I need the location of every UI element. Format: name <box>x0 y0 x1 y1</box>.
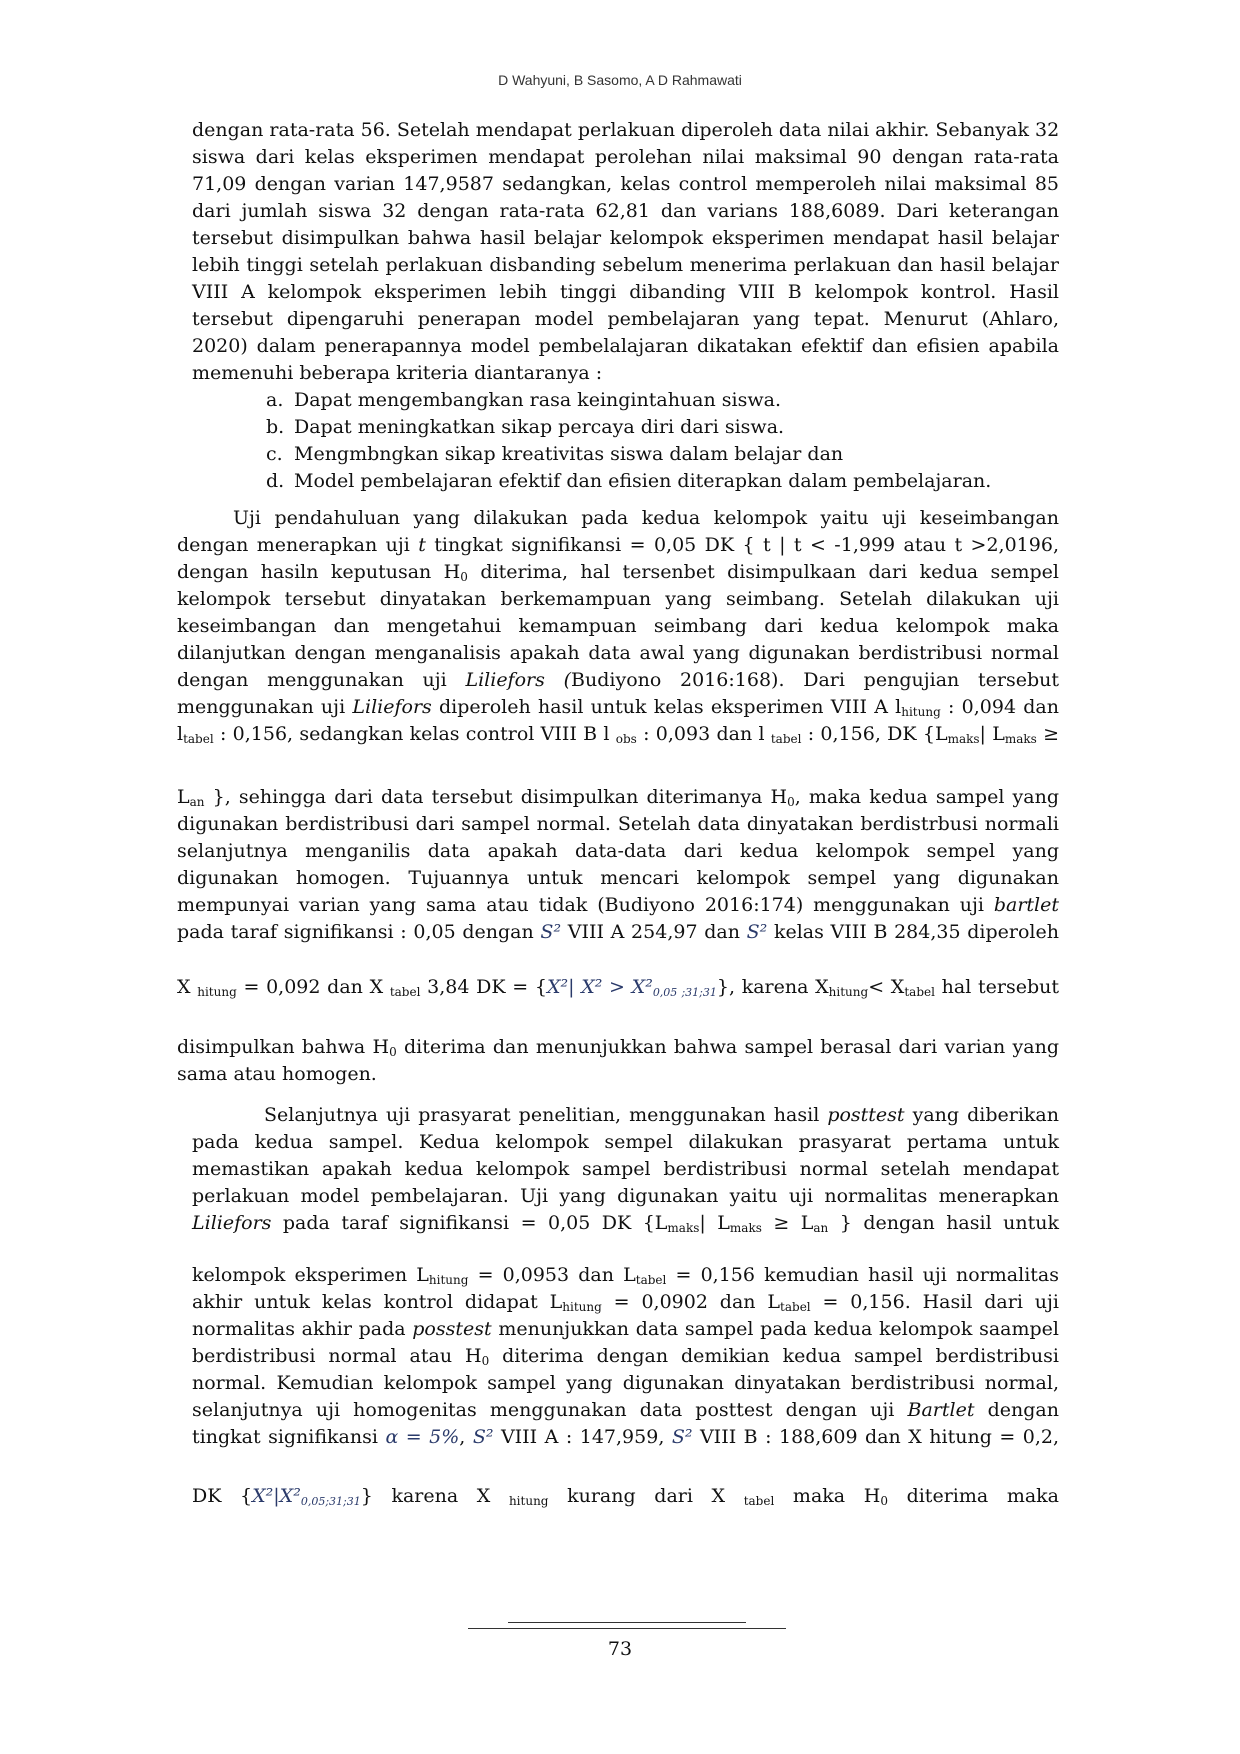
text-line <box>177 1034 1059 1061</box>
text-line: siswa dari kelas eksperimen mendapat perolehan nilai maksimal 90 dengan rata-rata <box>192 146 1059 168</box>
text-line: keseimbangan dan mengetahui kemampuan seimbang dari kedua kelompok maka <box>177 615 1059 637</box>
paragraph-results <box>192 117 1059 387</box>
text-line: 2020) dalam penerapannya model pembelalajaran dikatakan efektif dan efisien apabila <box>192 335 1059 357</box>
text-line: kelompok tersebut dinyatakan berkemampuan yang seimbang. Setelah dilakukan uji <box>177 588 1059 610</box>
text-line: sama atau homogen. <box>177 1063 377 1085</box>
text-line <box>192 1289 1059 1316</box>
italic-term: posttest <box>827 1104 905 1126</box>
text-span: VIII A : 147,959, <box>493 1426 672 1448</box>
text-span: X <box>177 976 198 998</box>
text-line <box>177 505 1059 532</box>
page-number: 73 <box>607 1638 633 1660</box>
text-span: dengan menggunakan uji <box>177 669 466 691</box>
subscript: tabel <box>389 985 421 999</box>
math-variance-symbol: S² <box>472 1426 494 1448</box>
italic-term: Liliefors ( <box>465 669 572 691</box>
subscript: hitung <box>562 1300 602 1314</box>
text-line <box>192 1316 1059 1343</box>
list-item-text: Model pembelajaran efektif dan efisien diterapkan dalam pembelajaran. <box>294 470 992 492</box>
subscript: an <box>189 795 205 809</box>
subscript: 0 <box>787 795 795 809</box>
footer-divider <box>508 1622 746 1623</box>
text-span: , <box>459 1426 473 1448</box>
text-span: l <box>177 723 184 745</box>
text-span: , maka kedua sampel yang <box>794 786 1059 808</box>
subscript: hitung <box>508 1494 549 1508</box>
text-span: : 0,156, sedangkan kelas control VIII B l <box>213 723 616 745</box>
text-line <box>177 694 1059 721</box>
text-line <box>192 1483 1059 1510</box>
text-span: diterima dan menunjukkan bahwa sampel berasal dari varian yang <box>396 1036 1059 1058</box>
subscript: hitung <box>197 985 237 999</box>
subscript: obs <box>615 732 637 746</box>
text-span: tingkat signifikansi = 0,05 DK { t | t < -1,999 atau t >2,0196, <box>425 534 1059 556</box>
text-span: dengan menerapkan uji <box>177 534 419 556</box>
subscript: maks <box>1004 732 1037 746</box>
list-item <box>266 468 991 495</box>
text-span: L <box>177 786 190 808</box>
text-line <box>192 1210 1059 1237</box>
list-item-text: Dapat meningkatkan sikap percaya diri dari siswa. <box>294 416 785 438</box>
text-span: } dengan hasil untuk <box>828 1212 1060 1234</box>
footer-divider <box>468 1628 786 1629</box>
subscript: tabel <box>183 732 214 746</box>
text-line <box>177 974 1059 1001</box>
subscript: 0,05 ;31;31 <box>652 986 717 999</box>
text-span: selanjutnya uji homogenitas menggunakan data posttest dengan uji <box>192 1399 908 1421</box>
paragraph-homogeneity <box>177 784 1059 946</box>
subscript: maks <box>729 1221 762 1235</box>
text-span: mempunyai varian yang sama atau tidak (Budiyono 2016:174) menggunakan uji <box>177 894 994 916</box>
math-alpha: α = 5% <box>385 1426 460 1448</box>
paragraph-conclusion <box>177 1034 1059 1088</box>
text-span: = 0,0902 dan L <box>601 1291 781 1313</box>
paragraph-dk-line <box>192 1483 1059 1510</box>
text-span: VIII A 254,97 dan <box>561 921 747 943</box>
list-marker: b. <box>266 416 285 438</box>
paragraph-normality-results <box>192 1262 1059 1451</box>
math-variance-symbol: S² <box>540 921 562 943</box>
subscript: tabel <box>635 1273 667 1287</box>
text-span: kelompok eksperimen L <box>192 1264 429 1286</box>
italic-term: posstest <box>412 1318 492 1340</box>
text-line: VIII A kelompok eksperimen lebih tinggi dibanding VIII B kelompok kontrol. Hasil <box>192 281 1059 303</box>
text-line <box>192 1424 1059 1451</box>
list-marker: a. <box>266 389 284 411</box>
text-span: Budiyono 2016:168). Dari pengujian tersebut <box>571 669 1059 691</box>
math-chi-square: X²|X² <box>252 1485 301 1507</box>
text-span: }, karena X <box>716 976 829 998</box>
text-line <box>177 784 1059 811</box>
text-span: 3,84 DK = { <box>420 976 547 998</box>
list-marker: d. <box>266 470 285 492</box>
text-span: normalitas akhir pada <box>192 1318 413 1340</box>
text-line: 71,09 dengan varian 147,9587 sedangkan, kelas control memperoleh nilai maksimal 85 <box>192 173 1059 195</box>
subscript: tabel <box>904 985 935 999</box>
text-span: < X <box>868 976 905 998</box>
text-span: pada taraf signifikansi = 0,05 DK {L <box>271 1212 668 1234</box>
text-span: tingkat signifikansi <box>192 1426 386 1448</box>
text-line <box>177 892 1059 919</box>
text-line: selanjutnya menganilis data apakah data-data dari kedua kelompok sempel yang <box>177 840 1059 862</box>
subscript: tabel <box>780 1300 811 1314</box>
list-item-text: Dapat mengembangkan rasa keingintahuan siswa. <box>294 389 781 411</box>
text-line: perlakuan model pembelajaran. Uji yang digunakan yaitu uji normalitas menerapkan <box>192 1185 1059 1207</box>
text-span: diterima maka <box>887 1485 1059 1507</box>
text-span: diperoleh hasil untuk kelas eksperimen VIII A l <box>431 696 902 718</box>
text-span: ≥ L <box>761 1212 814 1234</box>
subscript: 0 <box>481 1354 490 1368</box>
paragraph-prerequisite <box>192 1102 1059 1237</box>
text-span: : 0,156, DK {L <box>801 723 948 745</box>
text-span: } karena X <box>360 1485 509 1507</box>
text-span: VIII B : 188,609 dan X hitung = 0,2, <box>692 1426 1059 1448</box>
text-span: : 0,094 dan <box>940 696 1059 718</box>
subscript: 0 <box>460 570 468 584</box>
text-span: menunjukkan data sampel pada kedua kelompok saampel <box>491 1318 1059 1340</box>
text-span: pada taraf signifikansi : 0,05 dengan <box>177 921 541 943</box>
text-span: Uji pendahuluan yang dilakukan pada kedua kelompok yaitu uji keseimbangan <box>233 507 1059 529</box>
text-span: = 0,092 dan X <box>236 976 390 998</box>
subscript: hitung <box>428 1273 469 1287</box>
math-variance-symbol: S² <box>671 1426 693 1448</box>
subscript: tabel <box>743 1494 775 1508</box>
running-header: D Wahyuni, B Sasomo, A D Rahmawati <box>498 72 742 88</box>
italic-term: Bartlet <box>907 1399 975 1421</box>
list-item <box>266 441 991 468</box>
text-span: = 0,156. Hasil dari uji <box>810 1291 1059 1313</box>
text-span: maka H <box>774 1485 881 1507</box>
list-item <box>266 414 991 441</box>
text-span: disimpulkan bahwa H <box>177 1036 390 1058</box>
text-line: digunakan homogen. Tujuannya untuk mencari kelompok sempel yang digunakan <box>177 867 1059 889</box>
text-line <box>192 1397 1059 1424</box>
subscript: an <box>813 1221 829 1235</box>
text-line <box>177 919 1059 946</box>
text-line <box>177 721 1059 748</box>
list-marker: c. <box>266 443 283 465</box>
list-item <box>266 387 991 414</box>
text-span: | L <box>979 723 1005 745</box>
criteria-list <box>266 387 991 495</box>
italic-term: bartlet <box>993 894 1059 916</box>
text-span: yang diberikan <box>904 1104 1059 1126</box>
text-span: berdistribusi normal atau H <box>192 1345 482 1367</box>
text-line <box>177 667 1059 694</box>
text-span: : 0,093 dan l <box>636 723 771 745</box>
text-line <box>177 532 1059 559</box>
subscript: tabel <box>770 732 802 746</box>
text-span: diterima dengan demikian kedua sampel berdistribusi <box>489 1345 1059 1367</box>
list-item-text: Mengmbngkan sikap kreativitas siswa dalam belajar dan <box>294 443 844 465</box>
text-span: ≥ <box>1036 723 1060 745</box>
text-span: }, sehingga dari data tersebut disimpulkan diterimanya H <box>204 786 788 808</box>
text-line: pada kedua sampel. Kedua kelompok sempel dilakukan prasyarat pertama untuk <box>192 1131 1059 1153</box>
text-line: lebih tinggi setelah perlakuan disbanding sebelum menerima perlakuan dan hasil belajar <box>192 254 1059 276</box>
text-span: menggunakan uji <box>177 696 353 718</box>
italic-term: Liliefors <box>352 696 432 718</box>
text-line <box>192 1262 1059 1289</box>
paragraph-preliminary-test <box>177 505 1059 748</box>
text-line: dengan rata-rata 56. Setelah mendapat perlakuan diperoleh data nilai akhir. Sebanyak 32 <box>192 119 1060 141</box>
subscript: maks <box>947 732 980 746</box>
subscript: hitung <box>901 705 941 719</box>
text-span: = 0,0953 dan L <box>468 1264 636 1286</box>
subscript: 0 <box>389 1045 397 1059</box>
text-span: Selanjutnya uji prasyarat penelitian, menggunakan hasil <box>264 1104 828 1126</box>
text-span: kurang dari X <box>548 1485 744 1507</box>
text-line: tersebut disimpulkan bahwa hasil belajar kelompok eksperimen mendapat hasil belajar <box>192 227 1059 249</box>
text-line: normal. Kemudian kelompok sampel yang digunakan dinyatakan berdistribusi normal, <box>192 1372 1059 1394</box>
text-line <box>177 559 1059 586</box>
text-span: = 0,156 kemudian hasil uji normalitas <box>666 1264 1059 1286</box>
text-line: dilanjutkan dengan menganalisis apakah data awal yang digunakan berdistribusi normal <box>177 642 1059 664</box>
text-span: kelas VIII B 284,35 diperoleh <box>767 921 1059 943</box>
subscript: maks <box>667 1221 700 1235</box>
text-line: dari jumlah siswa 32 dengan rata-rata 62,81 dan varians 188,6089. Dari keterangan <box>192 200 1059 222</box>
subscript: 0 <box>880 1494 888 1508</box>
text-span: dengan <box>974 1399 1059 1421</box>
text-span: hal tersebut <box>934 976 1059 998</box>
text-line: digunakan berdistribusi dari sampel normal. Setelah data dinyatakan berdistrbusi normali <box>177 813 1059 835</box>
italic-term: Liliefors <box>192 1212 272 1234</box>
italic-term: t <box>418 534 426 556</box>
text-span: diterima, hal tersenbet disimpulkaan dari kedua sempel <box>467 561 1059 583</box>
text-line: memastikan apakah kedua kelompok sampel berdistribusi normal setelah mendapat <box>192 1158 1059 1180</box>
math-chi-square: X²| X² > X² <box>546 976 653 998</box>
text-span: akhir untuk kelas kontrol didapat L <box>192 1291 563 1313</box>
math-variance-symbol: S² <box>746 921 768 943</box>
text-span: | L <box>699 1212 730 1234</box>
text-line <box>192 1343 1059 1370</box>
subscript: hitung <box>828 985 869 999</box>
text-line: tersebut dipengaruhi penerapan model pembelajaran yang tepat. Menurut (Ahlaro, <box>192 308 1059 330</box>
subscript: 0,05;31;31 <box>300 1495 361 1508</box>
text-span: DK { <box>192 1485 253 1507</box>
paragraph-chi-square <box>177 974 1059 1001</box>
text-span: dengan hasiln keputusan H <box>177 561 461 583</box>
text-line <box>192 1102 1059 1129</box>
text-line: memenuhi beberapa kriteria diantaranya : <box>192 362 603 384</box>
